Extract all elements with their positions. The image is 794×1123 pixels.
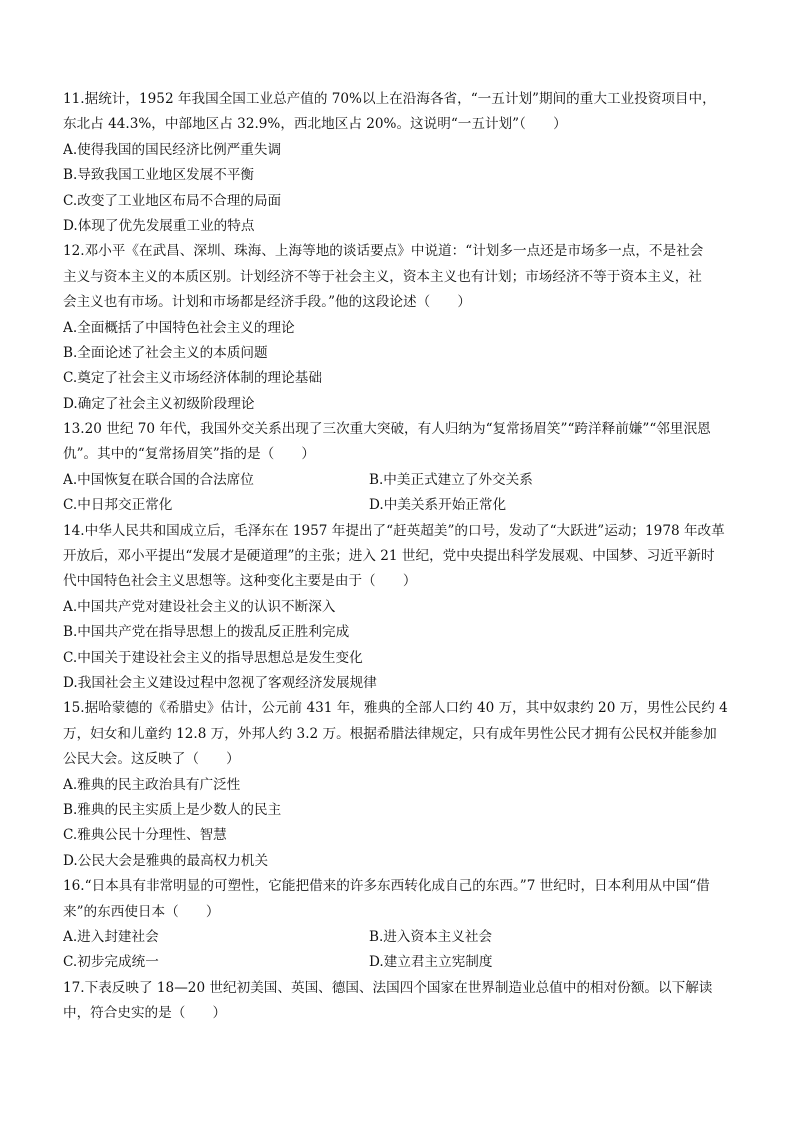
question-12-stem-line-1: 12.邓小平《在武昌、深圳、珠海、上海等地的谈话要点》中说道：“计划多一点还是市场多一点，不是社会 — [63, 243, 704, 260]
question-12-option-b[interactable]: B.全面论述了社会主义的本质问题 — [63, 344, 268, 361]
question-14 — [63, 519, 733, 697]
question-13-option-b[interactable]: B.中美正式建立了外交关系 — [369, 471, 533, 488]
question-15 — [63, 696, 733, 874]
question-14-stem-line-1: 14.中华人民共和国成立后，毛泽东在 1957 年提出了“赶英超美”的口号，发动了“大跃进”运动；1978 年改革 — [63, 522, 725, 539]
question-11-option-d[interactable]: D.体现了优先发展重工业的特点 — [63, 217, 255, 234]
question-14-stem-line-2: 开放后，邓小平提出“发展才是硬道理”的主张；进入 21 世纪，党中央提出科学发展观、中国梦、习近平新时 — [63, 548, 715, 565]
question-17 — [63, 976, 733, 1027]
question-16-option-b[interactable]: B.进入资本主义社会 — [369, 928, 493, 945]
question-11-stem-line-1: 11.据统计，1952 年我国全国工业总产值的 70%以上在沿海各省，“一五计划”期间的重大工业投资项目中， — [63, 91, 716, 107]
question-12-option-d[interactable]: D.确定了社会主义初级阶段理论 — [63, 395, 255, 412]
question-11 — [63, 87, 733, 239]
question-14-option-b[interactable]: B.中国共产党在指导思想上的拨乱反正胜利完成 — [63, 624, 350, 641]
question-13-option-c[interactable]: C.中日邦交正常化 — [63, 497, 173, 514]
question-12-stem-line-2: 主义与资本主义的本质区别。计划经济不等于社会主义，资本主义也有计划；市场经济不等于资本主义，社 — [63, 268, 702, 285]
question-16 — [63, 874, 733, 976]
question-14-option-d[interactable]: D.我国社会主义建设过程中忽视了客观经济发展规律 — [63, 674, 377, 691]
question-13-options-row-1 — [63, 468, 733, 493]
exam-page — [63, 87, 733, 1026]
question-16-options-row-1 — [63, 925, 733, 950]
question-13-stem-line-2: 仇”。其中的“复常扬眉笑”指的是（ ） — [63, 446, 315, 463]
question-14-stem-line-3: 代中国特色社会主义思想等。这种变化主要是由于（ ） — [63, 573, 417, 590]
question-12 — [63, 239, 733, 417]
question-14-option-c[interactable]: C.中国关于建设社会主义的指导思想总是发生变化 — [63, 649, 363, 666]
question-15-option-b[interactable]: B.雅典的民主实质上是少数人的民主 — [63, 801, 282, 818]
question-16-option-c[interactable]: C.初步完成统一 — [63, 954, 159, 971]
question-17-stem-line-2: 中，符合史实的是（ ） — [63, 1005, 227, 1022]
question-13-option-d[interactable]: D.中美关系开始正常化 — [369, 497, 507, 514]
question-12-option-c[interactable]: C.奠定了社会主义市场经济体制的理论基础 — [63, 370, 322, 387]
question-16-option-a[interactable]: A.进入封建社会 — [63, 928, 159, 945]
question-16-stem-line-2: 来”的东西使日本（ ） — [63, 903, 220, 920]
question-12-stem-line-3: 会主义也有市场。计划和市场都是经济手段。”他的这段论述（ ） — [63, 294, 471, 311]
question-11-stem-line-2: 东北占 44.3%，中部地区占 32.9%，西北地区占 20%。这说明“一五计划”（ ） — [63, 116, 567, 133]
question-15-option-a[interactable]: A.雅典的民主政治具有广泛性 — [63, 776, 241, 793]
question-15-stem-line-3: 公民大会。这反映了（ ） — [63, 751, 240, 768]
question-15-stem-line-1: 15.据哈蒙德的《希腊史》估计，公元前 431 年，雅典的全部人口约 40 万，其中奴隶约 20 万，男性公民约 4 — [63, 700, 728, 717]
question-11-option-a[interactable]: A.使得我国的国民经济比例严重失调 — [63, 141, 282, 158]
question-12-option-a[interactable]: A.全面概括了中国特色社会主义的理论 — [63, 319, 295, 336]
question-11-option-b[interactable]: B.导致我国工业地区发展不平衡 — [63, 167, 255, 184]
question-13-option-a[interactable]: A.中国恢复在联合国的合法席位 — [63, 471, 254, 488]
question-15-option-d[interactable]: D.公民大会是雅典的最高权力机关 — [63, 852, 269, 869]
question-13 — [63, 417, 733, 519]
question-16-option-d[interactable]: D.建立君主立宪制度 — [369, 954, 493, 971]
question-16-options-row-2 — [63, 950, 733, 975]
question-11-option-c[interactable]: C.改变了工业地区布局不合理的局面 — [63, 192, 282, 209]
question-15-option-c[interactable]: C.雅典公民十分理性、智慧 — [63, 827, 227, 844]
question-14-option-a[interactable]: A.中国共产党对建设社会主义的认识不断深入 — [63, 598, 336, 615]
question-16-stem-line-1: 16.“日本具有非常明显的可塑性，它能把借来的许多东西转化成自己的东西。”7 世纪时，日本利用从中国“借 — [63, 878, 710, 895]
question-17-stem-line-1: 17.下表反映了 18—20 世纪初美国、英国、德国、法国四个国家在世界制造业总值中的相对份额。以下解读 — [63, 979, 713, 996]
question-13-stem-line-1: 13.20 世纪 70 年代，我国外交关系出现了三次重大突破，有人归纳为“复常扬眉笑”“跨洋释前嫌”“邻里泯恩 — [63, 421, 711, 438]
question-15-stem-line-2: 万，妇女和儿童约 12.8 万，外邦人约 3.2 万。根据希腊法律规定，只有成年男性公民才拥有公民权并能参加 — [63, 725, 717, 742]
question-13-options-row-2 — [63, 493, 733, 518]
